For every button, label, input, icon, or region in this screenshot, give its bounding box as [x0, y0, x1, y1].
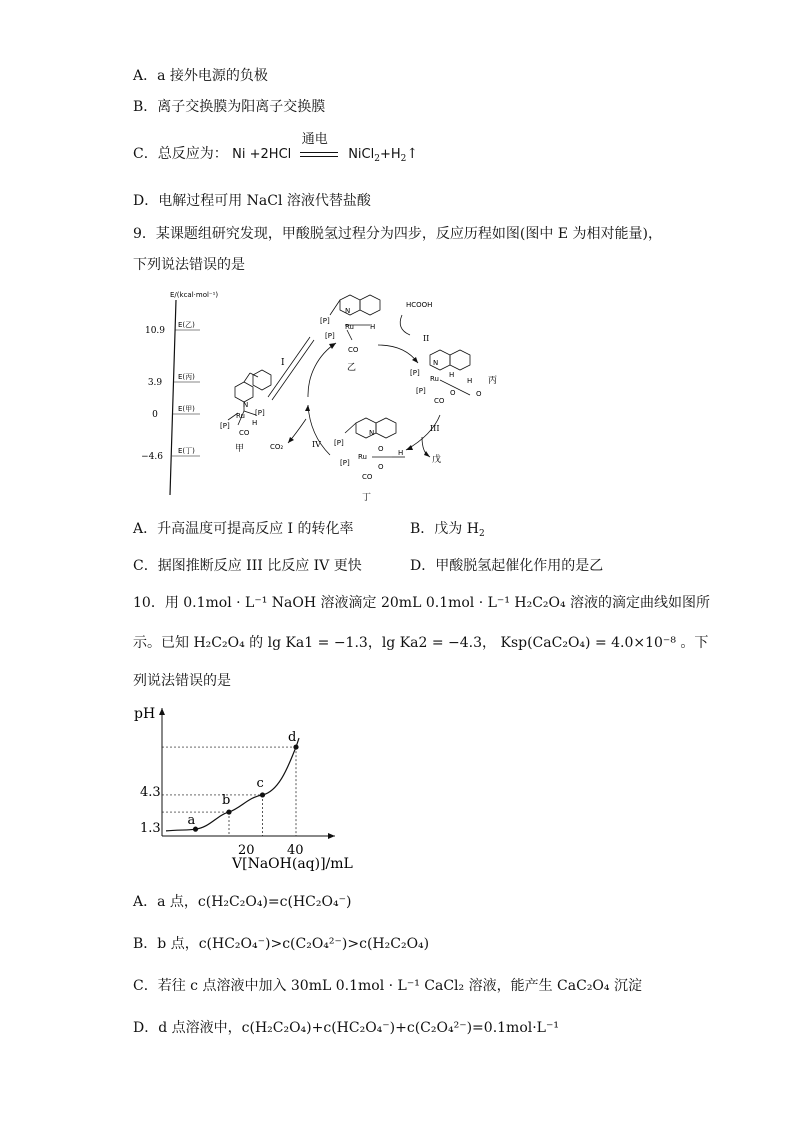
- q10-option-d: D．d 点溶液中，c(H₂C₂O₄)+c(HC₂O₄⁻)+c(C₂O₄²⁻)=0.1mol·L⁻¹: [133, 1020, 559, 1036]
- q9-option-b-sub: 2: [478, 529, 485, 539]
- q9-stem-line1: 9．某课题组研究发现，甲酸脱氢过程分为四步，反应历程如图(图中 E 为相对能量)，: [133, 226, 662, 242]
- svg-text:O: O: [378, 445, 384, 453]
- q9-option-c: C．据图推断反应 III 比反应 IV 更快: [133, 558, 362, 574]
- svg-text:[P]: [P]: [334, 439, 344, 447]
- titration-curve: [166, 738, 299, 831]
- step-III: III: [430, 424, 440, 433]
- y-tick-1-3: 1.3: [140, 821, 161, 836]
- titration-chart: [120, 696, 380, 876]
- svg-text:CO: CO: [348, 346, 359, 354]
- x-axis-label: V[NaOH(aq)]/mL: [232, 856, 353, 872]
- label-ding: 丁: [362, 493, 372, 503]
- y-axis-label: pH: [134, 706, 156, 722]
- svg-text:[P]: [P]: [410, 369, 420, 377]
- point-label-b: b: [222, 793, 231, 809]
- svg-text:N: N: [243, 401, 249, 409]
- x-tick-40: 40: [287, 843, 304, 858]
- q10-stem-line3: 列说法错误的是: [133, 673, 231, 689]
- tick-neg-4-6: −4.6: [141, 452, 163, 462]
- svg-text:Ru: Ru: [236, 412, 245, 420]
- q10-option-c: C．若往 c 点溶液中加入 30mL 0.1mol · L⁻¹ CaCl₂ 溶液，能产生 CaC₂O₄ 沉淀: [133, 978, 642, 994]
- level-bing: E(丙): [178, 373, 195, 381]
- reagent-co2: CO₂: [270, 443, 284, 451]
- q10-stem-line2: 示。已知 H₂C₂O₄ 的 lg Ka1 = −1.3，lg Ka2 = −4.3， Ksp(CaC₂O₄) = 4.0×10⁻⁸ 。下: [133, 635, 709, 651]
- arrow-II: [378, 345, 418, 363]
- complex-ding: [345, 418, 405, 457]
- reaction-mechanism-diagram: [140, 285, 520, 510]
- svg-text:H: H: [398, 449, 404, 457]
- q10-stem-line1: 10．用 0.1mol · L⁻¹ NaOH 溶液滴定 20mL 0.1mol · L⁻¹ H₂C₂O₄ 溶液的滴定曲线如图所: [133, 595, 711, 611]
- label-yi: 乙: [347, 363, 357, 373]
- gas-arrow: ↑: [406, 146, 419, 162]
- svg-text:[P]: [P]: [255, 409, 265, 417]
- q9-option-b-text: B．戊为 H: [410, 521, 479, 537]
- level-yi: E(乙): [178, 321, 195, 329]
- reagent-hcooh: HCOOH: [406, 301, 433, 309]
- svg-text:N: N: [369, 429, 375, 437]
- point-b: [226, 809, 231, 814]
- electrolysis-arrow: [300, 132, 340, 163]
- x-tick-20: 20: [238, 843, 255, 858]
- svg-text:O: O: [476, 390, 482, 398]
- equation-right: NiCl: [348, 147, 375, 162]
- svg-text:H: H: [370, 323, 376, 331]
- q9-option-a: A．升高温度可提高反应 I 的转化率: [133, 521, 354, 537]
- svg-text:CO: CO: [362, 473, 373, 481]
- tick-10-9: 10.9: [144, 326, 166, 336]
- svg-text:[P]: [P]: [325, 332, 335, 340]
- svg-text:O: O: [378, 463, 384, 471]
- svg-text:[P]: [P]: [220, 422, 230, 430]
- q8-option-b: B．离子交换膜为阳离子交换膜: [133, 99, 326, 115]
- svg-text:CO: CO: [239, 429, 250, 437]
- svg-text:H: H: [449, 371, 455, 379]
- label-wu: 戊: [432, 455, 442, 465]
- svg-text:CO: CO: [434, 397, 445, 405]
- q8-option-c-prefix: C．总反应为：: [133, 146, 228, 162]
- q10-option-a: A．a 点，c(H₂C₂O₄)=c(HC₂O₄⁻): [133, 894, 352, 910]
- point-label-a: a: [187, 813, 196, 829]
- level-jia: E(甲): [178, 405, 195, 413]
- q8-option-c: C．总反应为： Ni +2HCl 通电 $NiCl_2+H_2↑$: [133, 132, 419, 164]
- q8-option-d: D．电解过程可用 NaCl 溶液代替盐酸: [133, 193, 371, 209]
- tick-0: 0: [152, 410, 158, 420]
- equation-left: Ni +2HCl: [232, 147, 292, 162]
- svg-text:Ru: Ru: [345, 323, 354, 331]
- point-label-d: d: [288, 730, 297, 746]
- equation-right-h: +H: [379, 147, 401, 162]
- svg-text:O: O: [450, 389, 456, 397]
- step-IV: IV: [312, 440, 321, 449]
- level-ding: E(丁): [178, 447, 195, 455]
- label-jia: 甲: [235, 444, 245, 454]
- svg-text:N: N: [345, 307, 351, 315]
- tick-3-9: 3.9: [147, 378, 163, 388]
- point-label-c: c: [256, 775, 264, 791]
- svg-text:N: N: [433, 359, 439, 367]
- q8-option-a: A．a 接外电源的负极: [133, 68, 268, 84]
- point-d: [293, 744, 298, 749]
- condition-label: 通电: [301, 132, 328, 147]
- step-I: I: [281, 358, 285, 368]
- chart-axes: [159, 708, 335, 839]
- q10-option-b: B．b 点，c(HC₂O₄⁻)>c(C₂O₄²⁻)>c(H₂C₂O₄): [133, 936, 430, 952]
- svg-text:[P]: [P]: [340, 459, 350, 467]
- label-bing: 丙: [488, 376, 498, 386]
- svg-text:Ru: Ru: [430, 375, 439, 383]
- svg-text:[P]: [P]: [416, 387, 426, 395]
- svg-text:H: H: [467, 377, 473, 385]
- complex-yi: [330, 295, 380, 340]
- svg-text:Ru: Ru: [358, 453, 367, 461]
- q9-option-d: D．甲酸脱氢起催化作用的是乙: [410, 558, 604, 574]
- svg-text:[P]: [P]: [320, 317, 330, 325]
- svg-text:H: H: [252, 419, 258, 427]
- energy-axis-label: E/(kcal·mol⁻¹): [170, 291, 219, 299]
- y-tick-4-3: 4.3: [140, 785, 161, 800]
- point-c: [260, 792, 265, 797]
- step-II: II: [423, 334, 430, 343]
- q9-stem-line2: 下列说法错误的是: [133, 257, 245, 273]
- q9-option-b: [410, 520, 485, 543]
